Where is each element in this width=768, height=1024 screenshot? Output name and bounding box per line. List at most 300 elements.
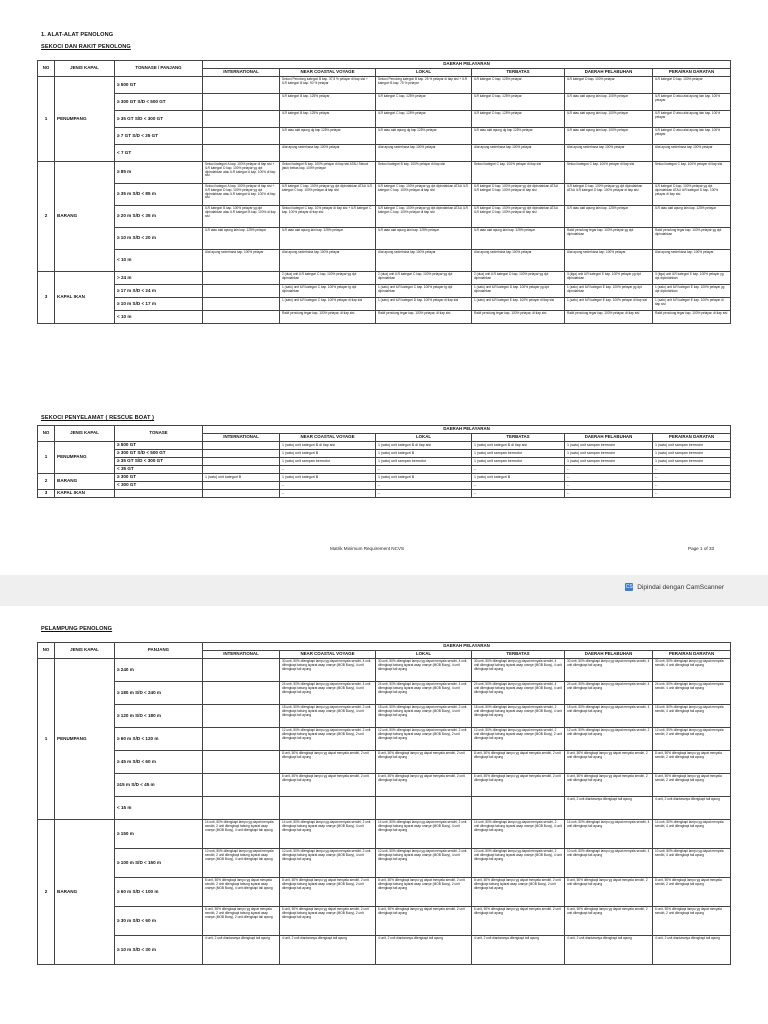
requirement-cell: ILR kategori D kap. 100% pelayar (565, 77, 653, 94)
col-jenis-kapal: JENIS KAPAL (55, 61, 115, 77)
requirement-cell: 2 (dua) unit ILR kategori D kap. 100% pelayar yg dpt dipindahkan (472, 272, 565, 285)
requirement-cell: 1 (satu) unit kategori B di tiap sisi (376, 442, 472, 450)
requirement-cell: 6 unit, 50% dilengkapi lampu yg dapat menyala sendiri, 2 unit dilengkapi tali apung (565, 774, 653, 797)
requirement-cell (280, 797, 376, 820)
region-header: LOKAL (376, 434, 472, 442)
requirement-cell (203, 145, 280, 162)
requirement-cell (203, 490, 280, 498)
requirement-cell: ILR atau alat apung lain kap. 125% pelayar (280, 228, 376, 250)
size-range: ≥ 100 m S/D < 150 m (115, 849, 203, 878)
size-range: ≥ 7 GT S/D < 35 GT (115, 128, 203, 145)
region-header: PERAIRAN DARATAN (653, 69, 731, 77)
size-range: ≥ 120 m S/D < 180 m (115, 705, 203, 728)
table-row (38, 728, 731, 751)
requirement-cell: -- (565, 466, 653, 474)
section-heading: 1. ALAT-ALAT PENOLONG (41, 32, 114, 38)
requirement-cell (203, 482, 280, 490)
requirement-cell: Sekoci kategori C kap. 100% pelayar di tiap sisi (565, 162, 653, 184)
requirement-cell: ILR atau alat apung lain kap. 125% pelayar (565, 206, 653, 228)
requirement-cell: 6 unit, 50% dilengkapi lampu yg dapat menyala sendiri, 2 unit dilengkapi tali apung (472, 774, 565, 797)
requirement-cell: 1 (satu) unit sampan bermotor (565, 450, 653, 458)
requirement-cell: ILR kategori D kap. 100% pelayar yg dpt dipindahkan ATAU ILR kategori D kap. 100% pelayar di tiap sisi (565, 184, 653, 206)
requirement-cell (203, 442, 280, 450)
requirement-cell: 18 unit, 50% dilengkapi lampu yg dapat menyala sendiri, 4 unit dilengkapi tali apung (653, 705, 731, 728)
requirement-cell: ILR atau alat apung dg kap 125% pelayar (280, 128, 376, 145)
requirement-cell: 8 unit, 50% dilengkapi lampu yg dapat menyala sendiri, 2 unit dilengkapi tabung isyarat asap oranye (MOB Buoy), 2 unit dilengkapi tali apung (376, 878, 472, 907)
size-range: ≥ 500 GT (115, 77, 203, 94)
size-range: < 7 GT (115, 145, 203, 162)
requirement-cell: 6 unit, 50% dilengkapi lampu yg dapat menyala sendiri, 2 unit dilengkapi tabung isyarat asap oranye (MOB Buoy), 2 unit dilengkapi tali apung (280, 907, 376, 936)
requirement-cell: 1 (satu) unit ILR kategori D kap. 100% pelayar yg dpt dipindahkan (472, 285, 565, 298)
lifebuoy-table (37, 642, 731, 965)
table-row (38, 111, 731, 128)
requirement-cell: ILR kategori C kap. 125% pelayar (376, 111, 472, 128)
region-header: INTERNATIONAL (203, 434, 280, 442)
requirement-cell: ILR atau alat apung lain kap. 100% pelayar (565, 128, 653, 145)
requirement-cell: 1 (satu) unit kategori B di tiap sisi (472, 442, 565, 450)
requirement-cell: 4 unit, 2 unit diantaranya dilengkapi tali apung (565, 797, 653, 820)
requirement-cell: Rakit penolong tegar kap. 100% pelayar yg dpt dipindahkan (565, 228, 653, 250)
size-range: ≥ 300 GT S/D < 500 GT (115, 450, 203, 458)
requirement-cell: ILR kategori D atau alat apung lain kap. 100% pelayar (653, 94, 731, 111)
requirement-cell: -- (376, 490, 472, 498)
requirement-cell: 12 unit, 50% dilengkapi lampu yg dapat menyala sendiri, 2 unit dilengkapi tali apung (653, 728, 731, 751)
lifebuoy-col-daerah: DAERAH PELAYARAN (203, 643, 731, 651)
requirement-cell: 30 unit, 50% dilengkapi lampu yg dapat menyala sendiri, 4 unit dilengkapi tabung isyarat asap oranye (MOB Buoy), 4 unit dilengkapi tali apung (376, 659, 472, 682)
table-row (38, 474, 731, 482)
requirement-cell (203, 311, 280, 324)
requirement-cell: 4 unit, 2 unit diantaranya dilengkapi tali apung (203, 936, 280, 965)
requirement-cell: Sekoci Penolong kategori B kap. 37,5 % pelayar di tiap sisi + ILR kategori B kap. 50 % pelayar (280, 77, 376, 94)
requirement-cell: 8 unit, 50% dilengkapi lampu yg dapat menyala sendiri, 2 unit dilengkapi tali apung (653, 751, 731, 774)
table-row (38, 311, 731, 324)
requirement-cell: Alat apung sederhana kap 100% pelayar (376, 145, 472, 162)
requirement-cell: 12 unit, 50% dilengkapi lampu yg dapat menyala sendiri, 2 unit dilengkapi tali apung (565, 728, 653, 751)
col-no: NO (38, 61, 55, 77)
size-range: ≥ 10 m S/D < 17 m (115, 298, 203, 311)
size-range: ≥ 500 GT (115, 442, 203, 450)
requirement-cell: ILR kategori C kap. 125% pelayar (472, 77, 565, 94)
requirement-cell: 1 (satu) unit sampan bermotor (653, 450, 731, 458)
requirement-cell: -- (376, 482, 472, 490)
requirement-cell: 14 unit, 50% dilengkapi lampu yg dapat menyala sendiri, 2 unit dilengkapi tabung isyarat asap oranye (MOB Buoy), 4 unit dilengkapi tali apung (472, 820, 565, 849)
table-row (38, 490, 731, 498)
rescue-col-no: NO (38, 426, 55, 442)
requirement-cell (203, 272, 280, 285)
requirement-cell: Alat apung sederhana kap 100% pelayar (280, 250, 376, 272)
table-row (38, 705, 731, 728)
requirement-cell: 1 (satu) unit sampan bermotor (376, 458, 472, 466)
requirement-cell: ILR kategori C kap. 100% pelayar yg dpt dipindahkan ATAU ILR kategori C kap. 100% pelayar di tiap sisi (280, 184, 376, 206)
region-header: NEAR COASTAL VOYAGE (280, 651, 376, 659)
requirement-cell: ILR atau alat apung lain kap. 125% pelayar (376, 228, 472, 250)
region-header: NEAR COASTAL VOYAGE (280, 69, 376, 77)
requirement-cell: 30 unit, 50% dilengkapi lampu yg dapat menyala sendiri, 4 unit dilengkapi tali apung (565, 659, 653, 682)
ship-type: PENUMPANG (55, 659, 115, 820)
size-range: ≥ 35 GT S/D < 300 GT (115, 111, 203, 128)
table-row (38, 128, 731, 145)
size-range: ≥ 85 m (115, 162, 203, 184)
table-row (38, 272, 731, 285)
requirement-cell: 1 (satu) unit kategori B (203, 474, 280, 482)
requirement-cell: ILR kategori B kap. 100% pelayar yg dpt dipindahkan atau ILR kategori B kap. 100% di tiap sisi (203, 206, 280, 228)
requirement-cell: -- (280, 490, 376, 498)
lifebuoy-col-panjang: PANJANG (115, 643, 203, 659)
requirement-cell: ILR atau alat apung lain kap. 100% pelayar (565, 111, 653, 128)
requirement-cell: 2 (dua) unit ILR kategori C kap. 100% pelayar yg dpt dipindahkan (280, 272, 376, 285)
camscanner-icon: CS (625, 584, 633, 590)
group-number: 3 (38, 490, 55, 498)
requirement-cell: 1 (satu) unit ILR kategori D kap. 100% pelayar di tiap sisi (376, 298, 472, 311)
rescue-col-tonase: TONASE (115, 426, 203, 442)
requirement-cell: 8 unit, 50% dilengkapi lampu yg dapat menyala sendiri, 2 unit dilengkapi tali apung (280, 751, 376, 774)
requirement-cell: 10 unit, 50% dilengkapi lampu yg dapat menyala sendiri, 2 unit dilengkapi tabung isyarat asap oranye (MOB Buoy), 4 unit dilengkapi tali apung (376, 849, 472, 878)
region-header: DAERAH PELABUHAN (565, 69, 653, 77)
size-range: < 10 m (115, 311, 203, 324)
table-row (38, 820, 731, 849)
requirement-cell: Sekoci Penolong kategori B kap. 25 % pelayar di tiap sisi + ILR kategori B kap. 75 % pelayar (376, 77, 472, 94)
requirement-cell: ILR kategori C kap. 100% pelayar yg dpt dipindahkan ATAU ILR kategori C kap. 100% pelayar di tiap sisi (376, 206, 472, 228)
table-row (38, 466, 731, 474)
size-range: < 15 m (115, 797, 203, 820)
requirement-cell: 14 unit, 50% dilengkapi lampu yg dapat menyala sendiri, 2 unit dilengkapi tabung isyarat asap oranye (MOB Buoy), 4 unit dilengkapi tali apung (376, 820, 472, 849)
requirement-cell: ILR atau alat apung dg kap 125% pelayar (472, 128, 565, 145)
requirement-cell: Rakit penolong tegar kap. 100% pelayar yg dpt dipindahkan (653, 228, 731, 250)
table-row (38, 250, 731, 272)
requirement-cell: -- (472, 482, 565, 490)
requirement-cell: 4 unit, 2 unit diantaranya dilengkapi tali apung (472, 936, 565, 965)
requirement-cell: 1 (satu) unit ILR kategori E kap. 100% pelayar di tiap sisi (653, 298, 731, 311)
requirement-cell: ILR kategori D kap. 125% pelayar (472, 94, 565, 111)
page-number: Page 1 of 33 (688, 546, 715, 551)
requirement-cell: 24 unit, 50% dilengkapi lampu yg dapat menyala sendiri, 4 unit dilengkapi tabung isyarat asap oranye (MOB Buoy), 4 unit dilengkapi tali apung (280, 682, 376, 705)
requirement-cell: 12 unit, 50% dilengkapi lampu yg dapat menyala sendiri, 2 unit dilengkapi tabung isyarat asap oranye (MOB Buoy), 2 unit dilengkapi tali apung (376, 728, 472, 751)
requirement-cell: ILR kategori D kap. 100% pelayar yg dpt dipindahkan ATAU ILR kategori D kap. 100% pelayar di tiap sisi (472, 206, 565, 228)
requirement-cell: -- (280, 482, 376, 490)
table-row (38, 298, 731, 311)
requirement-cell: 14 unit, 50% dilengkapi lampu yg dapat menyala sendiri, 2 unit dilengkapi tabung isyarat asap oranye (MOB Buoy), 4 unit dilengkapi tali apung (280, 820, 376, 849)
requirement-cell: 6 unit, 50% dilengkapi lampu yg dapat menyala sendiri, 2 unit dilengkapi tali apung (653, 907, 731, 936)
requirement-cell: 6 unit, 50% dilengkapi lampu yg dapat menyala sendiri, 2 unit dilengkapi tali apung (280, 774, 376, 797)
requirement-cell: 1 (satu) unit kategori B (280, 474, 376, 482)
region-header: DAERAH PELABUHAN (565, 434, 653, 442)
requirement-cell: 8 unit, 50% dilengkapi lampu yg dapat menyala sendiri, 2 unit dilengkapi tali apung (376, 751, 472, 774)
size-range: < 10 m (115, 250, 203, 272)
size-range: ≥ 30 m S/D < 60 m (115, 907, 203, 936)
group-number: 2 (38, 162, 55, 272)
requirement-cell: ILR kategori D kap. 100% pelayar (653, 77, 731, 94)
requirement-cell: 1 (satu) unit ILR kategori C kap. 100% pelayar tg dpt dipindahkan (280, 285, 376, 298)
table-row (38, 458, 731, 466)
requirement-cell: 8 unit, 50% dilengkapi lampu yg dapat menyala sendiri, 2 unit dilengkapi tabung isyarat asap oranye (MOB Buoy), 2 unit dilengkapi tali apung (280, 878, 376, 907)
requirement-cell: -- (472, 466, 565, 474)
requirement-cell: Rakit penolong tegar kap. 100% pelayar, di tiap sisi (565, 311, 653, 324)
group-number: 1 (38, 77, 55, 162)
requirement-cell: -- (653, 474, 731, 482)
requirement-cell: 30 unit, 50% dilengkapi lampu yg dapat menyala sendiri, 4 unit dilengkapi tabung isyarat asap oranye (MOB Buoy), 4 unit dilengkapi tali apung (280, 659, 376, 682)
region-header: TERBATAS (472, 69, 565, 77)
lifeboat-table (37, 60, 731, 324)
table-row (38, 442, 731, 450)
requirement-cell: Sekoci kategori B kap. 100% pelayar di tiap sisi ATAU Sekoci jatuh bebas kap. 100% pelayar (280, 162, 376, 184)
region-header: TERBATAS (472, 651, 565, 659)
requirement-cell: 1 (satu) unit kategori B (376, 450, 472, 458)
requirement-cell: 18 unit, 50% dilengkapi lampu yg dapat menyala sendiri, 4 unit dilengkapi tali apung (565, 705, 653, 728)
requirement-cell: Rakit penolong tegar kap. 100% pelayar, di tiap sisi (653, 311, 731, 324)
requirement-cell: -- (653, 490, 731, 498)
requirement-cell: 4 unit, 2 unit diantaranya dilengkapi tali apung (376, 936, 472, 965)
requirement-cell: ILR kategori C kap. 125% pelayar (376, 94, 472, 111)
requirement-cell: ILR kategori B kap. 125% pelayar (280, 111, 376, 128)
region-header: INTERNATIONAL (203, 651, 280, 659)
requirement-cell: 14 unit, 50% dilengkapi lampu yg dapat menyala sendiri, 2 unit dilengkapi tabung isyarat asap oranye (MOB Buoy), 4 unit dilengkapi tali apung (203, 820, 280, 849)
requirement-cell: -- (565, 490, 653, 498)
requirement-cell: ILR kategori B kap. 125% pelayar (280, 94, 376, 111)
requirement-cell: 1 (satu) unit ILR kategori E kap. 100% pelayar yg dpt dipindahkan (653, 285, 731, 298)
requirement-cell: 3 (tiga) unit ILR kategori E kap. 100% pelayar yg dpt dipindahkan (565, 272, 653, 285)
requirement-cell (472, 797, 565, 820)
table-row (38, 77, 731, 94)
requirement-cell: Sekoci kategori C kap. 100% pelayar di tiap sisi (472, 162, 565, 184)
ship-type: BARANG (55, 474, 115, 490)
requirement-cell: Rakit penolong tegar kap. 100% pelayar, di tiap sisi (280, 311, 376, 324)
col-daerah-pelayaran: DAERAH PELAYARAN (203, 61, 731, 69)
table-row (38, 228, 731, 250)
requirement-cell (203, 659, 280, 682)
requirement-cell: 1 (satu) unit sampan bermotor (653, 458, 731, 466)
table-row (38, 849, 731, 878)
size-range: ≥ 35 GT S/D < 300 GT (115, 458, 203, 466)
region-header: PERAIRAN DARATAN (653, 434, 731, 442)
requirement-cell: 4 unit, 2 unit diantaranya dilengkapi tali apung (280, 936, 376, 965)
requirement-cell: -- (653, 482, 731, 490)
requirement-cell: 14 unit, 50% dilengkapi lampu yg dapat menyala sendiri, 4 unit dilengkapi tali apung (653, 820, 731, 849)
table-row (38, 94, 731, 111)
requirement-cell: Alat apung sederhana kap 100% pelayar (653, 145, 731, 162)
requirement-cell: ILR atau alat apung lain kap. 100% pelayar (565, 94, 653, 111)
requirement-cell: ILR atau alat apung lain kap. 125% pelayar (203, 228, 280, 250)
requirement-cell: 1 (satu) unit sampan bermotor (472, 450, 565, 458)
requirement-cell: -- (280, 466, 376, 474)
requirement-cell: 30 unit, 50% dilengkapi lampu yg dapat menyala sendiri, 4 unit dilengkapi tabung isyarat asap oranye (MOB Buoy), 4 unit dilengkapi tali apung (472, 659, 565, 682)
requirement-cell: 1 (satu) unit kategori B (376, 474, 472, 482)
ship-type: PENUMPANG (55, 442, 115, 474)
lifeboat-subtitle: SEKOCI DAN RAKIT PENOLONG (41, 44, 131, 50)
requirement-cell: Alat apung sederhana kap 100% pelayar (280, 145, 376, 162)
size-range: ≥15 m S/D < 45 m (115, 774, 203, 797)
requirement-cell: 10 unit, 50% dilengkapi lampu yg dapat menyala sendiri, 2 unit dilengkapi tabung isyarat asap oranye (MOB Buoy), 4 unit dilengkapi tali apung (203, 849, 280, 878)
requirement-cell: 10 unit, 50% dilengkapi lampu yg dapat menyala sendiri, 4 unit dilengkapi tali apung (565, 849, 653, 878)
requirement-cell (203, 797, 280, 820)
requirement-cell: 1 (satu) unit kategori B di tiap sisi (280, 442, 376, 450)
requirement-cell: 1 (satu) unit sampan bermotor (565, 458, 653, 466)
requirement-cell (203, 774, 280, 797)
size-range: ≥ 10 m S/D < 30 m (115, 936, 203, 965)
footer-title: Matrik Minimum Requirement NCVS (330, 546, 405, 551)
requirement-cell: 18 unit, 50% dilengkapi lampu yg dapat menyala sendiri, 2 unit dilengkapi tabung isyarat asap oranye (MOB Buoy), 4 unit dilengkapi tali apung (376, 705, 472, 728)
requirement-cell: 12 unit, 50% dilengkapi lampu yg dapat menyala sendiri, 2 unit dilengkapi tabung isyarat asap oranye (MOB Buoy), 2 unit dilengkapi tali apung (472, 728, 565, 751)
requirement-cell: 6 unit, 50% dilengkapi lampu yg dapat menyala sendiri, 2 unit dilengkapi tali apung (376, 774, 472, 797)
size-range: ≥ 45 m S/D < 60 m (115, 751, 203, 774)
requirement-cell: Sekoci kategori A kap. 100% pelayar di tiap sisi + ILR kategori D kap. 100% pelayar yg dpt dipindahkan atau ILR kategori A kap. 100% di tiap sisi (203, 184, 280, 206)
ship-type: BARANG (55, 820, 115, 965)
size-range: ≥ 150 m (115, 820, 203, 849)
requirement-cell: ILR kategori D kap. 125% pelayar (472, 111, 565, 128)
requirement-cell (203, 77, 280, 94)
requirement-cell: Alat apung sederhana kap 100% pelayar (376, 250, 472, 272)
table-row (38, 482, 731, 490)
table-row (38, 184, 731, 206)
requirement-cell: Alat apung sederhana kap 100% pelayar (472, 250, 565, 272)
camscanner-badge (625, 583, 724, 591)
requirement-cell (203, 466, 280, 474)
camscanner-label: Dipindai dengan CamScanner (637, 583, 724, 591)
table-row (38, 797, 731, 820)
requirement-cell: ILR atau alat apung lain kap. 125% pelayar (472, 228, 565, 250)
ship-type: BARANG (55, 162, 115, 272)
requirement-cell: 24 unit, 50% dilengkapi lampu yg dapat menyala sendiri, 4 unit dilengkapi tali apung (565, 682, 653, 705)
requirement-cell: 3 (tiga) unit ILR kategori E kap. 100% pelayar yg dpt dipindahkan (653, 272, 731, 285)
rescue-boat-title: SEKOCI PENYELAMAT ( RESCUE BOAT ) (41, 415, 155, 421)
size-range: ≥ 60 m S/D < 120 m (115, 728, 203, 751)
rescue-col-jenis: JENIS KAPAL (55, 426, 115, 442)
requirement-cell: ILR kategori D kap. 100% pelayar yg dpt dipindahkan ATAU ILR kategori D kap. 100% pelayar di tiap sisi (472, 184, 565, 206)
table-row (38, 206, 731, 228)
requirement-cell (203, 728, 280, 751)
requirement-cell: 1 (satu) unit sampan bermotor (653, 442, 731, 450)
requirement-cell: Alat apung sederhana kap. 100% pelayar (565, 250, 653, 272)
requirement-cell: ILR kategori C kap. 100% pelayar yg dpt dipindahkan ATAU ILR kategori C kap. 100% pelayar di tiap sisi (376, 184, 472, 206)
scan-divider (0, 575, 768, 606)
requirement-cell (203, 94, 280, 111)
requirement-cell: 1 (satu) unit ILR kategori E kap. 100% pelayar di tiap sisi (565, 298, 653, 311)
size-range: ≥ 17 m S/D < 24 m (115, 285, 203, 298)
requirement-cell: ILR atau alat apung dg kap 125% pelayar (376, 128, 472, 145)
requirement-cell: -- (565, 474, 653, 482)
region-header: TERBATAS (472, 434, 565, 442)
table-row (38, 659, 731, 682)
requirement-cell: 4 unit, 2 unit diantaranya dilengkapi tali apung (653, 936, 731, 965)
requirement-cell (203, 285, 280, 298)
requirement-cell: 8 unit, 50% dilengkapi lampu yg dapat menyala sendiri, 2 unit dilengkapi tali apung (472, 751, 565, 774)
lifebuoy-title: PELAMPUNG PENOLONG (41, 626, 113, 632)
requirement-cell: 24 unit, 50% dilengkapi lampu yg dapat menyala sendiri, 4 unit dilengkapi tabung isyarat asap oranye (MOB Buoy), 4 unit dilengkapi tali apung (472, 682, 565, 705)
requirement-cell: 24 unit, 50% dilengkapi lampu yg dapat menyala sendiri, 4 unit dilengkapi tabung isyarat asap oranye (MOB Buoy), 4 unit dilengkapi tali apung (376, 682, 472, 705)
requirement-cell: 18 unit, 50% dilengkapi lampu yg dapat menyala sendiri, 2 unit dilengkapi tabung isyarat asap oranye (MOB Buoy), 4 unit dilengkapi tali apung (280, 705, 376, 728)
requirement-cell: 6 unit, 50% dilengkapi lampu yg dapat menyala sendiri, 2 unit dilengkapi tali apung (653, 774, 731, 797)
requirement-cell: ILR kategori D atau alat apung lain kap. 100% pelayar (653, 111, 731, 128)
ship-type: PENUMPANG (55, 77, 115, 162)
requirement-cell: Sekoci kategori A kap. 100% pelayar di tiap sisi + ILR kategori D kap. 100% pelayar yg dpt dipindahkan atau ILR kategori A kap. 100% di tiap sisi (203, 162, 280, 184)
requirement-cell: 1 (satu) unit kategori B (472, 474, 565, 482)
size-range: ≥ 300 GT S/D < 500 GT (115, 94, 203, 111)
requirement-cell: -- (376, 466, 472, 474)
size-range: ≥ 20 m S/D < 35 m (115, 206, 203, 228)
requirement-cell: 10 unit, 50% dilengkapi lampu yg dapat menyala sendiri, 4 unit dilengkapi tali apung (653, 849, 731, 878)
table-row (38, 907, 731, 936)
requirement-cell: ILR atau alat apung lain kap. 125% pelayar (653, 206, 731, 228)
requirement-cell: 10 unit, 50% dilengkapi lampu yg dapat menyala sendiri, 2 unit dilengkapi tabung isyarat asap oranye (MOB Buoy), 4 unit dilengkapi tali apung (280, 849, 376, 878)
requirement-cell (203, 682, 280, 705)
requirement-cell (203, 705, 280, 728)
requirement-cell: 12 unit, 50% dilengkapi lampu yg dapat menyala sendiri, 2 unit dilengkapi tabung isyarat asap oranye (MOB Buoy), 2 unit dilengkapi tali apung (280, 728, 376, 751)
table-row (38, 450, 731, 458)
size-range: < 35 GT (115, 466, 203, 474)
requirement-cell: Alat apung sederhana kap. 100% pelayar (203, 250, 280, 272)
lifebuoy-col-no: NO (38, 643, 55, 659)
requirement-cell: 24 unit, 50% dilengkapi lampu yg dapat menyala sendiri, 4 unit dilengkapi tali apung (653, 682, 731, 705)
requirement-cell: 8 unit, 50% dilengkapi lampu yg dapat menyala sendiri, 2 unit dilengkapi tali apung (565, 751, 653, 774)
col-tonase: TONNASE / PANJANG (115, 61, 203, 77)
requirement-cell: ILR kategori D kap. 100% pelayar yg dpt dipindahkan ATAU ILR kategori D kap. 100% pelayar di tiap sisi (653, 184, 731, 206)
size-range: ≥ 35 m S/D < 85 m (115, 184, 203, 206)
requirement-cell: 1 (satu) unit sampan bermotor (565, 442, 653, 450)
requirement-cell: 8 unit, 50% dilengkapi lampu yg dapat menyala sendiri, 2 unit dilengkapi tali apung (653, 878, 731, 907)
requirement-cell: 6 unit, 50% dilengkapi lampu yg dapat menyala sendiri, 2 unit dilengkapi tali apung (376, 907, 472, 936)
requirement-cell (203, 128, 280, 145)
document-page-2 (0, 606, 768, 1024)
requirement-cell: ILR kategori D atau alat apung lain kap. 100% pelayar (653, 128, 731, 145)
requirement-cell (203, 751, 280, 774)
rescue-boat-table (37, 425, 731, 498)
requirement-cell: Sekoci kategori C kap. 10% pelayar di tiap sisi + ILR kategori C kap. 100% pelayar di tiap sisi (280, 206, 376, 228)
requirement-cell: 14 unit, 50% dilengkapi lampu yg dapat menyala sendiri, 4 unit dilengkapi tali apung (565, 820, 653, 849)
region-header: DAERAH PELABUHAN (565, 651, 653, 659)
region-header: NEAR COASTAL VOYAGE (280, 434, 376, 442)
requirement-cell: -- (565, 482, 653, 490)
requirement-cell: -- (472, 490, 565, 498)
table-row (38, 936, 731, 965)
requirement-cell: Alat apung sederhana kap 100% pelayar (472, 145, 565, 162)
region-header: LOKAL (376, 69, 472, 77)
requirement-cell: 1 (satu) unit sampan bermotor (280, 458, 376, 466)
requirement-cell: 1 (satu) unit ILR kategori E kap. 100% pelayar yg dpt dipindahkan (565, 285, 653, 298)
requirement-cell: 6 unit, 50% dilengkapi lampu yg dapat menyala sendiri, 2 unit dilengkapi tali apung (565, 907, 653, 936)
table-row (38, 751, 731, 774)
group-number: 1 (38, 442, 55, 474)
size-range: ≥ 240 m (115, 659, 203, 682)
requirement-cell: 6 unit, 50% dilengkapi lampu yg dapat menyala sendiri, 2 unit dilengkapi tali apung (472, 907, 565, 936)
table-row (38, 682, 731, 705)
table-row (38, 878, 731, 907)
table-row (38, 145, 731, 162)
requirement-cell: Sekoci kategori B kap. 100% pelayar di tiap sisi (376, 162, 472, 184)
ship-type: KAPAL IKAN (55, 490, 115, 498)
requirement-cell: 1 (satu) unit sampan bermotor (472, 458, 565, 466)
requirement-cell: -- (653, 466, 731, 474)
group-number: 2 (38, 474, 55, 490)
requirement-cell: 1 (satu) unit ILR kategori E kap. 100% pelayar di tiap sisi (472, 298, 565, 311)
region-header: INTERNATIONAL (203, 69, 280, 77)
requirement-cell: Rakit penolong tegar kap. 100% pelayar, di tiap sisi (376, 311, 472, 324)
size-range: < 300 GT (115, 482, 203, 490)
requirement-cell (203, 298, 280, 311)
requirement-cell: 8 unit, 50% dilengkapi lampu yg dapat menyala sendiri, 2 unit dilengkapi tabung isyarat asap oranye (MOB Buoy), 4 unit dilengkapi tali apung (203, 878, 280, 907)
requirement-cell: Alat apung sederhana kap 100% pelayar (565, 145, 653, 162)
table-row (38, 285, 731, 298)
requirement-cell (203, 458, 280, 466)
requirement-cell: 2 (dua) unit ILR kategori C kap. 100% pelayar yg dpt dipindahkan (376, 272, 472, 285)
size-range (115, 490, 203, 498)
ship-type: KAPAL IKAN (55, 272, 115, 324)
rescue-col-daerah: DAERAH PELAYARAN (203, 426, 731, 434)
size-range: ≥ 10 m S/D < 20 m (115, 228, 203, 250)
requirement-cell: 8 unit, 50% dilengkapi lampu yg dapat menyala sendiri, 2 unit dilengkapi tabung isyarat asap oranye (MOB Buoy), 2 unit dilengkapi tali apung (472, 878, 565, 907)
requirement-cell (203, 111, 280, 128)
size-range: ≥ 180 m S/D < 240 m (115, 682, 203, 705)
region-header: LOKAL (376, 651, 472, 659)
requirement-cell: 30 unit, 50% dilengkapi lampu yg dapat menyala sendiri, 4 unit dilengkapi tali apung (653, 659, 731, 682)
